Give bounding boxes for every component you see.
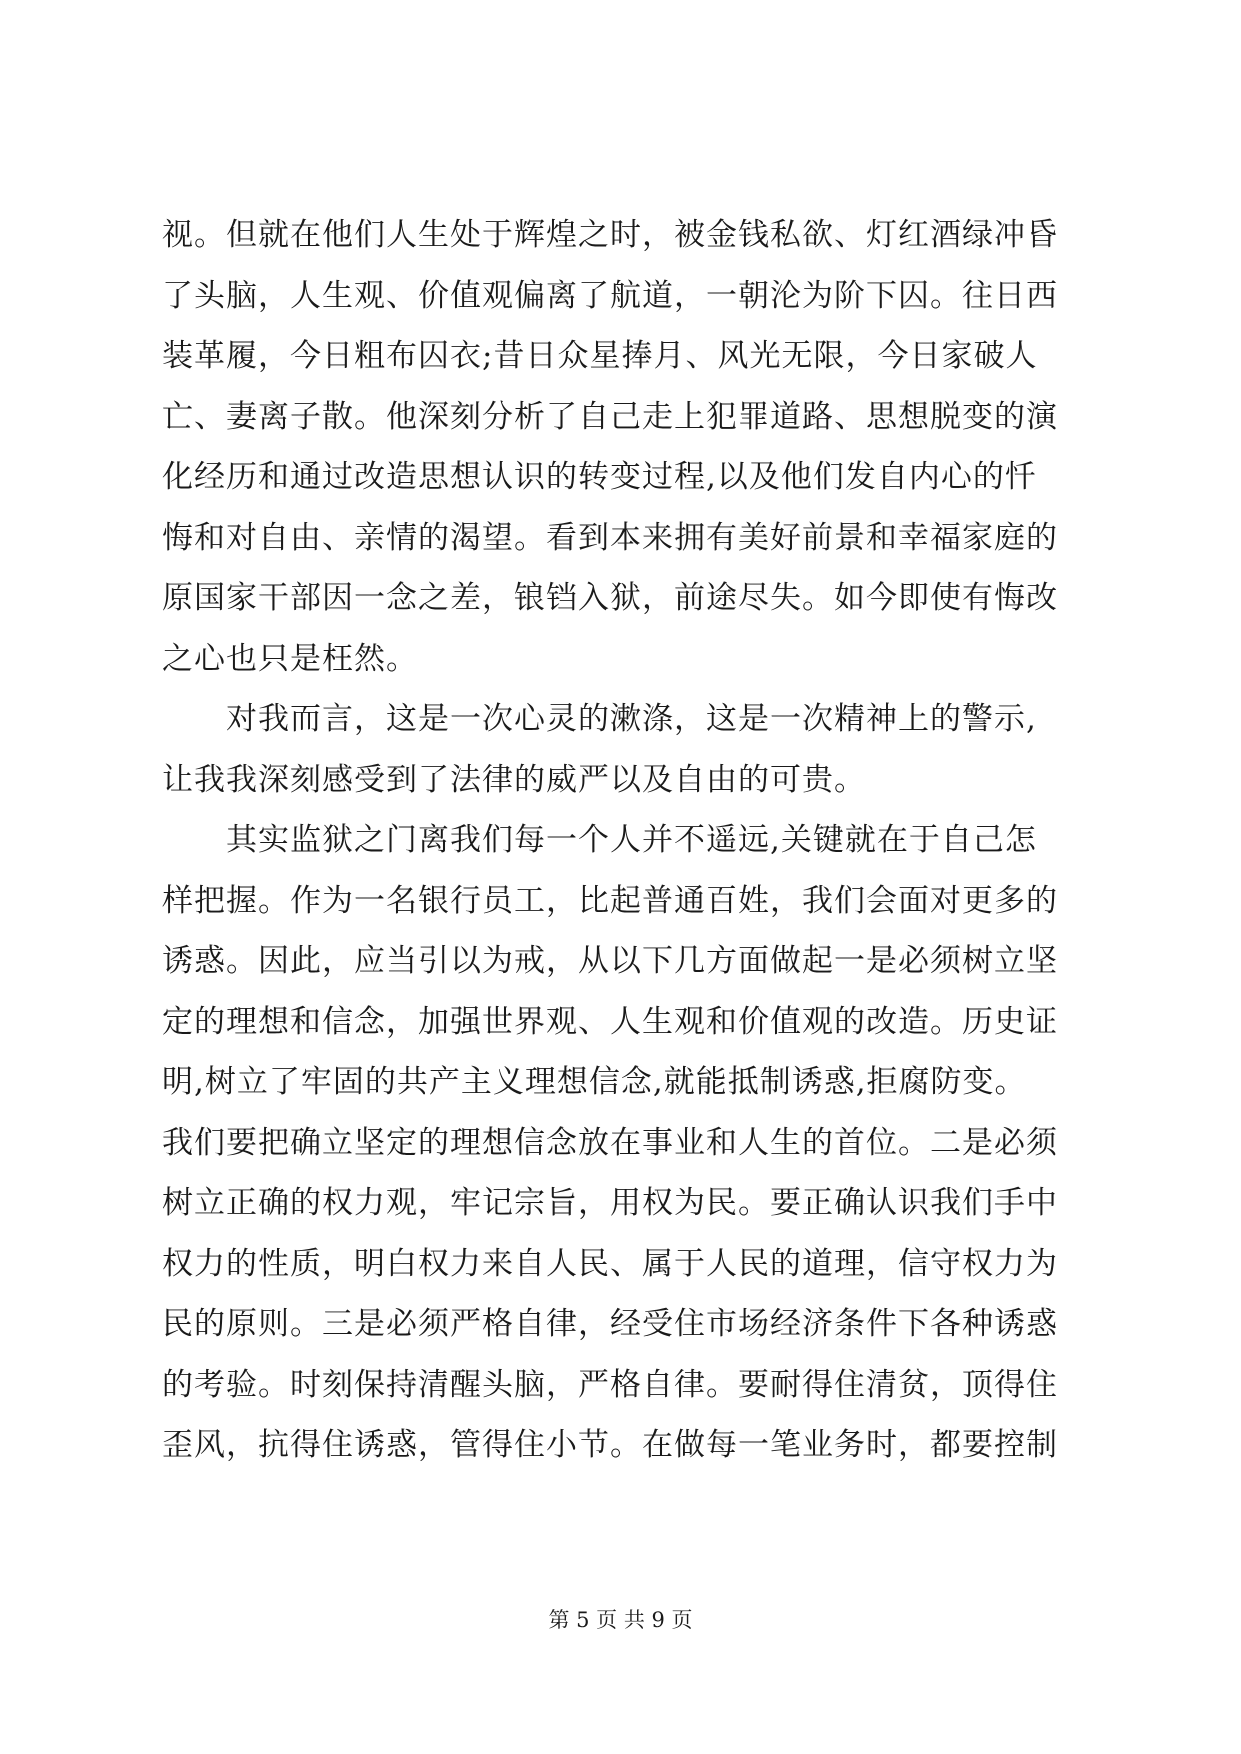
text-line: 亡、妻离子散。他深刻分析了自己走上犯罪道路、思想脱变的演 [162,399,1058,435]
text-line: 歪风，抗得住诱惑，管得住小节。在做每一笔业务时，都要控制 [162,1427,1058,1463]
text-line: 权力的性质，明白权力来自人民、属于人民的道理，信守权力为 [162,1246,1058,1282]
text-line: 让我我深刻感受到了法律的威严以及自由的可贵。 [162,762,866,798]
text-line: 样把握。作为一名银行员工，比起普通百姓，我们会面对更多的 [162,883,1058,919]
text-line: 的考验。时刻保持清醒头脑，严格自律。要耐得住清贫，顶得住 [162,1367,1058,1403]
text-line: 之心也只是枉然。 [162,641,418,677]
text-line: 树立正确的权力观，牢记宗旨，用权为民。要正确认识我们手中 [162,1185,1058,1221]
text-line: 原国家干部因一念之差，锒铛入狱，前途尽失。如今即使有悔改 [162,580,1058,616]
text-line: 诱惑。因此，应当引以为戒，从以下几方面做起一是必须树立坚 [162,943,1058,979]
text-line: 视。但就在他们人生处于辉煌之时，被金钱私欲、灯红酒绿冲昏 [162,217,1058,253]
text-line: 悔和对自由、亲情的渴望。看到本来拥有美好前景和幸福家庭的 [162,520,1058,556]
text-line: 其实监狱之门离我们每一个人并不遥远,关键就在于自己怎 [162,822,1037,858]
text-line: 对我而言，这是一次心灵的漱涤，这是一次精神上的警示, [162,701,1037,737]
text-line: 民的原则。三是必须严格自律，经受住市场经济条件下各种诱惑 [162,1306,1058,1342]
text-line: 化经历和通过改造思想认识的转变过程,以及他们发自内心的忏 [162,459,1037,495]
text-line: 明,树立了牢固的共产主义理想信念,就能抵制诱惑,拒腐防变。 [162,1064,1027,1100]
text-line: 我们要把确立坚定的理想信念放在事业和人生的首位。二是必须 [162,1125,1058,1161]
text-line: 定的理想和信念，加强世界观、人生观和价值观的改造。历史证 [162,1004,1058,1040]
page-number-footer: 第 5 页 共 9 页 [548,1608,693,1632]
text-line: 了头脑，人生观、价值观偏离了航道，一朝沦为阶下囚。往日西 [162,278,1058,314]
text-line: 装革履，今日粗布囚衣;昔日众星捧月、风光无限，今日家破人 [162,338,1038,374]
